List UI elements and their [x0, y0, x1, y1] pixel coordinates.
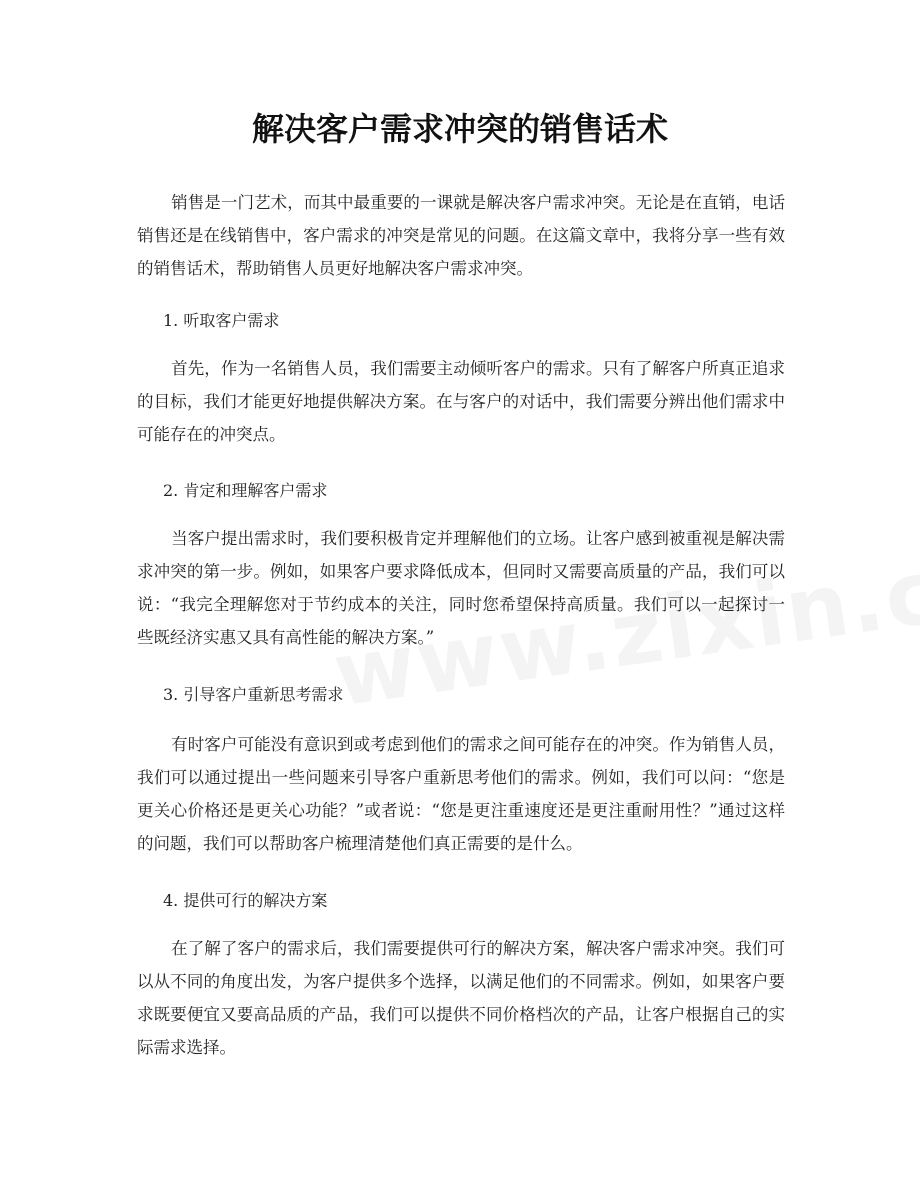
section-heading-1: 1. 听取客户需求 — [163, 311, 280, 330]
section-text-2: 当客户提出需求时，我们要积极肯定并理解他们的立场。让客户感到被重视是解决需求冲突的第一步。例如，如果客户要求降低成本，但同时又需要高质量的产品，我们可以说：“我完全理解您对于节约成本的关注，同时您希望保持高质量。我们可以一起探讨一些既经济实惠又具有高性能的解决方案。” — [137, 529, 785, 647]
section-heading-4: 4. 提供可行的解决方案 — [163, 891, 328, 910]
section-body-2 — [137, 522, 785, 654]
section-text-3: 有时客户可能没有意识到或考虑到他们的需求之间可能存在的冲突。作为销售人员，我们可以通过提出一些问题来引导客户重新思考他们的需求。例如，我们可以问：“您是更关心价格还是更关心功能？”或者说：“您是更注重速度还是更注重耐用性？”通过这样的问题，我们可以帮助客户梳理清楚他们真正需要的是什么。 — [137, 735, 785, 853]
section-text-4: 在了解了客户的需求后，我们需要提供可行的解决方案，解决客户需求冲突。我们可以从不同的角度出发，为客户提供多个选择，以满足他们的不同需求。例如，如果客户要求既要便宜又要高品质的产品，我们可以提供不同价格档次的产品，让客户根据自己的实际需求选择。 — [137, 939, 785, 1057]
intro-paragraph — [137, 186, 785, 285]
section-heading-3: 3. 引导客户重新思考需求 — [163, 685, 344, 704]
section-heading-2: 2. 肯定和理解客户需求 — [163, 481, 328, 500]
section-text-1: 首先，作为一名销售人员，我们需要主动倾听客户的需求。只有了解客户所真正追求的目标，我们才能更好地提供解决方案。在与客户的对话中，我们需要分辨出他们需求中可能存在的冲突点。 — [137, 359, 785, 444]
section-body-3 — [137, 728, 785, 860]
document-title: 解决客户需求冲突的销售话术 — [251, 110, 668, 148]
section-body-4 — [137, 932, 785, 1064]
section-body-1 — [137, 352, 785, 451]
intro-text: 销售是一门艺术，而其中最重要的一课就是解决客户需求冲突。无论是在直销，电话销售还是在线销售中，客户需求的冲突是常见的问题。在这篇文章中，我将分享一些有效的销售话术，帮助销售人员更好地解决客户需求冲突。 — [137, 193, 785, 278]
